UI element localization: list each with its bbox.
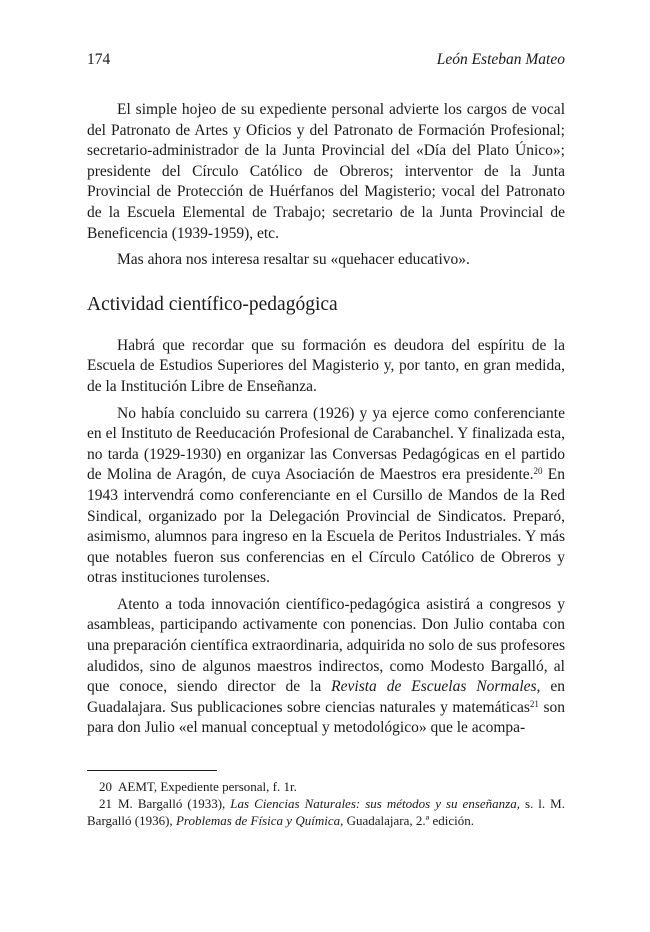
footnote-ref-20: 20	[533, 466, 543, 477]
footnote-divider	[87, 770, 217, 771]
footnote-text: AEMT, Expediente personal, f. 1r.	[118, 779, 297, 794]
body-text	[87, 100, 565, 739]
paragraph-formacion: Habrá que recordar que su formación es deudora del espíritu de la Escuela de Estudios Superiores del Magisterio y, por tanto, en gran medida, de la Institución Libre de Enseñanza.	[87, 336, 565, 395]
paragraph-congresos-text-b: en Guadalajara. Sus publicaciones sobre ciencias naturales y matemáticas	[87, 678, 565, 716]
book-page	[87, 0, 565, 932]
book-title-ciencias-naturales: Las Ciencias Naturales: sus métodos y su enseñanza,	[230, 796, 520, 811]
paragraph-quehacer: Mas ahora nos interesa resaltar su «quehacer educativo».	[117, 251, 470, 269]
footnote-text-c: Guadalajara, 2.ª edición.	[343, 813, 474, 828]
paragraph-congresos	[87, 595, 565, 739]
footnote-number: 21	[99, 796, 112, 811]
footnotes	[87, 770, 565, 829]
book-title-problemas: Problemas de Física y Química,	[175, 813, 344, 828]
footnote-21	[87, 795, 565, 829]
footnote-20	[87, 778, 565, 795]
footnote-text-b: s. l. M. Bargalló (1936),	[87, 796, 565, 828]
paragraph-conferencias-text-a: No había concluido su carrera (1926) y ya ejerce como conferenciante en el Instituto de Reeducación Profesional de Carabanchel. Y finalizada esta, no tarda (1929-1930) en organizar las Conversas Pedagógicas en el partido de Molina de Aragón, de cuya Asociación de Maestros era presidente.	[87, 404, 565, 484]
paragraph-congresos-text-a: Atento a toda innovación científico-pedagógica asistirá a congresos y asambleas, participando activamente con ponencias. Don Julio contaba con una preparación científica extraordinaria, adquirida no solo de sus profesores aludidos, sino de algunos maestros indirectos, como Modesto Bargalló, al que conoce, siendo director de la	[87, 595, 565, 696]
footnote-number: 20	[99, 779, 112, 794]
paragraph-conferencias-text-b: En 1943 intervendrá como conferenciante en el Cursillo de Mandos de la Red Sindical, organizado por la Delegación Provincial de Sindicatos. Preparó, asimismo, alumnos para ingreso en la Escuela de Peritos Industriales. Y más que notables fueron sus conferencias en el Círculo Católico de Obreros y otras instituciones turolenses.	[87, 466, 565, 587]
paragraph-conferencias	[87, 404, 565, 589]
paragraph-congresos-text-c: son para don Julio «el manual conceptual y metodológico» que le acompa-	[87, 698, 565, 737]
section-heading: Actividad científico-pedagógica	[87, 293, 338, 315]
running-header	[87, 49, 565, 71]
paragraph-cargos: El simple hojeo de su expediente personal advierte los cargos de vocal del Patronato de Artes y Oficios y del Patronato de Formación Profesional; secretario-administrador de la Junta Provincial del «Día del Plato Único»; presidente del Círculo Católico de Obreros; interventor de la Junta Provincial de Protección de Huérfanos del Magisterio; vocal del Patronato de la Escuela Elemental de Trabajo; secretario de la Junta Provincial de Beneficencia (1939-1959), etc.	[87, 101, 565, 242]
footnote-text-a: M. Bargalló (1933),	[118, 796, 231, 811]
author-name: León Esteban Mateo	[436, 51, 565, 68]
footnote-ref-21: 21	[529, 698, 539, 709]
journal-title: Revista de Escuelas Normales,	[331, 678, 541, 696]
page-number: 174	[87, 51, 111, 68]
